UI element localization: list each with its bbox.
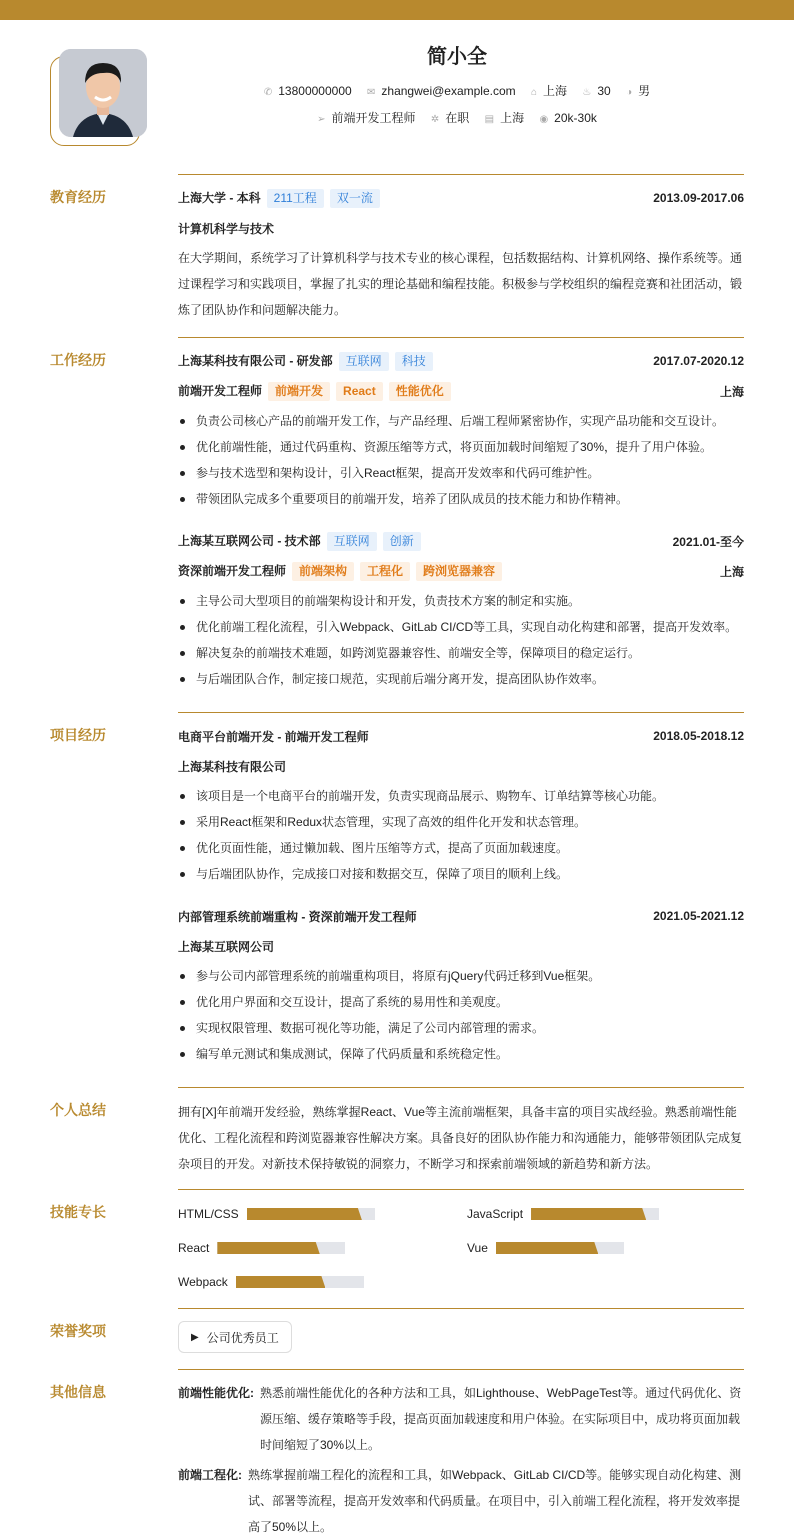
bullet-item: 优化前端性能，通过代码重构、资源压缩等方式，将页面加载时间缩短了30%，提升了用户体验。: [178, 434, 744, 460]
resume-header: [0, 20, 794, 174]
tag: 互联网: [339, 352, 389, 371]
tag: 211工程: [267, 189, 324, 208]
salary: 20k-30k: [554, 111, 597, 125]
bullet-item: 采用React框架和Redux状态管理，实现了高效的组件化开发和状态管理。: [178, 809, 744, 835]
section-work: [50, 337, 744, 712]
contact-row: [0, 82, 794, 99]
bullet-item: 主导公司大型项目的前端架构设计和开发，负责技术方案的制定和实施。: [178, 588, 744, 614]
project-company: 上海某互联网公司: [178, 939, 275, 954]
honor-label: 公司优秀员工: [206, 1330, 279, 1345]
project-title: 电商平台前端开发 - 前端开发工程师: [178, 729, 369, 744]
bullet-item: 优化用户界面和交互设计，提高了系统的易用性和美观度。: [178, 989, 744, 1015]
project-item: [178, 903, 744, 1067]
other-key: 前端工程化:: [178, 1468, 242, 1482]
tag: 互联网: [327, 532, 377, 551]
project-company: 上海某科技有限公司: [178, 759, 287, 774]
date: 2018.05-2018.12: [653, 729, 744, 743]
skill-item: [467, 1238, 744, 1258]
city: 上海: [719, 384, 744, 399]
bullet-item: 该项目是一个电商平台的前端开发，负责实现商品展示、购物车、订单结算等核心功能。: [178, 783, 744, 809]
section-label: 工作经历: [50, 352, 106, 368]
skill-item: [467, 1204, 744, 1224]
skill-tag: 工程化: [360, 562, 410, 581]
bullet-item: 实现权限管理、数据可视化等功能，满足了公司内部管理的需求。: [178, 1015, 744, 1041]
school: 上海大学 - 本科: [178, 190, 261, 205]
section-label: 其他信息: [50, 1384, 106, 1400]
position: 前端开发工程师: [331, 111, 416, 125]
bullet-item: 优化页面性能，通过懒加载、图片压缩等方式，提高了页面加载速度。: [178, 835, 744, 861]
company: 上海某科技有限公司 - 研发部: [178, 353, 333, 368]
work-city: 上海: [500, 111, 525, 125]
section-label: 教育经历: [50, 189, 106, 205]
building-icon: ▤: [484, 114, 495, 125]
skill-bar-fill: [496, 1242, 598, 1254]
skill-tag: 前端开发: [268, 382, 330, 401]
job-intent-row: [0, 109, 794, 126]
bullet-item: 与后端团队合作，制定接口规范，实现前后端分离开发，提高团队协作效率。: [178, 666, 744, 692]
skill-bar-fill: [217, 1242, 319, 1254]
work-item: [178, 348, 744, 512]
other-key: 前端性能优化:: [178, 1386, 254, 1400]
age: 30: [597, 84, 611, 98]
skill-name: HTML/CSS: [178, 1207, 239, 1221]
section-summary: [50, 1087, 744, 1189]
other-value: 熟练掌握前端工程化的流程和工具，如Webpack、GitLab CI/CD等。能够实现自动化构建、测试、部署等流程，提高开发效率和代码质量。在项目中，引入前端工程化流程，将开发效率提高了50%以上。: [248, 1468, 742, 1534]
send-icon: ➢: [317, 114, 326, 125]
skill-name: React: [178, 1241, 210, 1255]
skill-bar: [236, 1276, 364, 1288]
section-label: 技能专长: [50, 1204, 106, 1220]
skill-bar: [496, 1242, 624, 1254]
candidate-name: 简小全: [427, 46, 487, 68]
bullet-item: 参与公司内部管理系统的前端重构项目，将原有jQuery代码迁移到Vue框架。: [178, 963, 744, 989]
skill-item: [178, 1272, 467, 1292]
tag: 科技: [395, 352, 433, 371]
phone: 13800000000: [278, 84, 352, 98]
section-label: 项目经历: [50, 727, 106, 743]
skill-bar-fill: [247, 1208, 362, 1220]
mail-icon: ✉: [367, 87, 376, 98]
skill-tag: 跨浏览器兼容: [416, 562, 502, 581]
section-skills: [50, 1189, 744, 1308]
city: 上海: [543, 84, 568, 98]
summary-text: 拥有[X]年前端开发经验，熟练掌握React、Vue等主流前端框架，具备丰富的项目实战经验。熟悉前端性能优化、工程化流程和跨浏览器兼容性解决方案。具备良好的团队协作能力和沟通能力，能够带领团队完成复杂项目的开发。对新技术保持敏锐的洞察力，不断学习和探索前端领域的新趋势和新方法。: [178, 1105, 743, 1171]
date: 2013.09-2017.06: [653, 191, 744, 205]
bullet-item: 带领团队完成多个重要项目的前端开发，培养了团队成员的技术能力和协作精神。: [178, 486, 744, 512]
major: 计算机科学与技术: [178, 221, 275, 236]
gender-icon: ◑: [626, 87, 633, 98]
section-honors: [50, 1308, 744, 1369]
triangle-icon: ▶: [191, 1331, 199, 1343]
skill-bar-fill: [236, 1276, 326, 1288]
role: 前端开发工程师: [178, 383, 263, 398]
phone-icon: ✆: [263, 87, 273, 98]
bullet-item: 与后端团队协作，完成接口对接和数据交互，保障了项目的顺利上线。: [178, 861, 744, 887]
city: 上海: [719, 564, 744, 579]
date: 2017.07-2020.12: [653, 354, 744, 368]
bullet-item: 参与技术选型和架构设计，引入React框架，提高开发效率和代码可维护性。: [178, 460, 744, 486]
tag: 双一流: [330, 189, 380, 208]
tag: 创新: [383, 532, 421, 551]
description: 在大学期间，系统学习了计算机科学与技术专业的核心课程，包括数据结构、计算机网络、操作系统等。通过课程学习和实践项目，掌握了扎实的理论基础和编程技能。积极参与学校组织的编程竞赛和社团活动，锻炼了团队协作和问题解决能力。: [178, 251, 743, 317]
top-bar: [0, 0, 794, 20]
skill-tag: 前端架构: [292, 562, 354, 581]
other-value: 熟悉前端性能优化的各种方法和工具，如Lighthouse、WebPageTest等。通过代码优化、资源压缩、缓存策略等手段，提高页面加载速度和用户体验。在实际项目中，成功将页面加载时间缩短了30%以上。: [260, 1386, 742, 1452]
other-item: [178, 1462, 744, 1540]
skill-item: [178, 1238, 467, 1258]
salary-icon: ◉: [539, 114, 549, 125]
section-label: 个人总结: [50, 1102, 106, 1118]
skill-item: [178, 1204, 467, 1224]
section-projects: [50, 712, 744, 1087]
role: 资深前端开发工程师: [178, 563, 287, 578]
skill-bar: [247, 1208, 375, 1220]
cake-icon: ♨: [582, 87, 592, 98]
skill-bar-fill: [531, 1208, 646, 1220]
skill-bar: [217, 1242, 345, 1254]
bullet-item: 解决复杂的前端技术难题，如跨浏览器兼容性、前端安全等，保障项目的稳定运行。: [178, 640, 744, 666]
bullet-item: 编写单元测试和集成测试，保障了代码质量和系统稳定性。: [178, 1041, 744, 1067]
skill-name: Vue: [467, 1241, 488, 1255]
status-icon: ✲: [430, 114, 440, 125]
project-title: 内部管理系统前端重构 - 资深前端开发工程师: [178, 909, 417, 924]
bullet-item: 负责公司核心产品的前端开发工作，与产品经理、后端工程师紧密协作，实现产品功能和交互设计。: [178, 408, 744, 434]
company: 上海某互联网公司 - 技术部: [178, 533, 321, 548]
home-icon: ⌂: [531, 87, 538, 98]
honor-item[interactable]: [178, 1321, 292, 1353]
other-item: [178, 1380, 744, 1458]
skill-bar: [531, 1208, 659, 1220]
skill-tag: 性能优化: [389, 382, 451, 401]
skill-name: JavaScript: [467, 1207, 524, 1221]
status: 在职: [445, 111, 470, 125]
email: zhangwei@example.com: [381, 84, 516, 98]
skill-name: Webpack: [178, 1275, 228, 1289]
section-education: [50, 174, 744, 337]
date: 2021.05-2021.12: [653, 909, 744, 923]
bullet-item: 优化前端工程化流程，引入Webpack、GitLab CI/CD等工具，实现自动化构建和部署，提高开发效率。: [178, 614, 744, 640]
date: 2021.01-至今: [672, 534, 744, 549]
work-item: [178, 528, 744, 692]
section-other: [50, 1369, 744, 1540]
section-label: 荣誉奖项: [50, 1323, 106, 1339]
project-item: [178, 723, 744, 887]
gender: 男: [638, 84, 651, 98]
skill-tag: React: [336, 382, 383, 401]
